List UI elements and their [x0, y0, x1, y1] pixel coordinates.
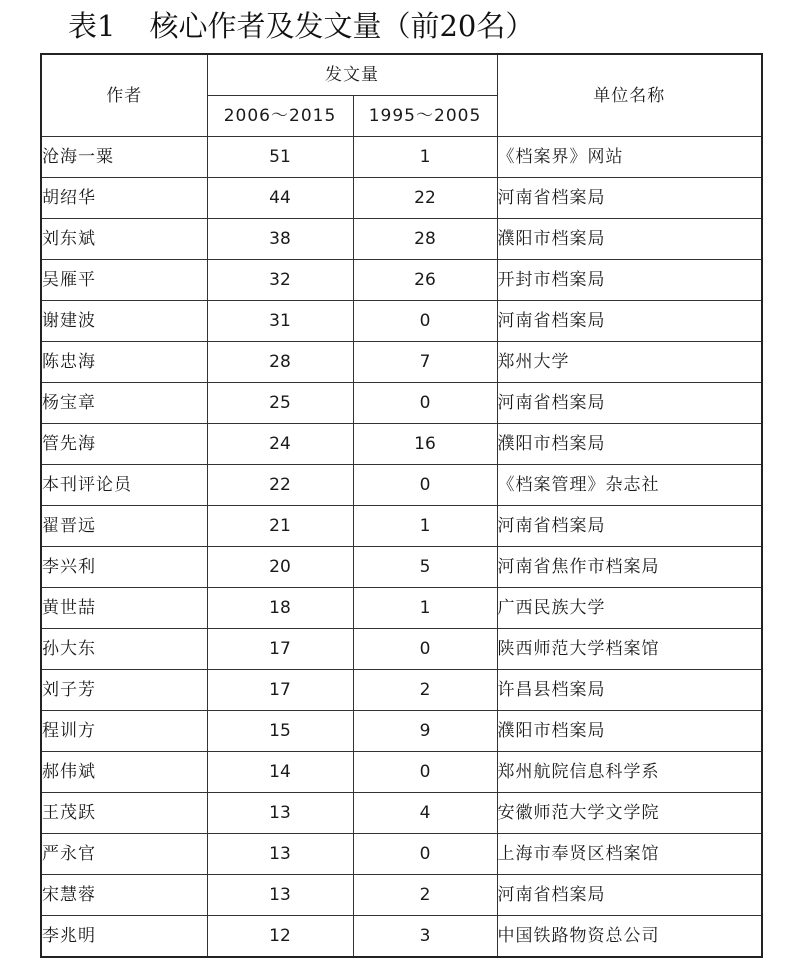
header-author: 作者 — [41, 54, 207, 137]
author-cell: 郝伟斌 — [41, 752, 207, 793]
unit-cell: 河南省档案局 — [497, 178, 762, 219]
early-count-cell: 0 — [353, 383, 497, 424]
early-count-cell: 1 — [353, 137, 497, 178]
header-period-early: 1995～2005 — [353, 96, 497, 137]
recent-count-cell: 28 — [207, 342, 353, 383]
table-row — [41, 465, 762, 506]
early-count-cell: 7 — [353, 342, 497, 383]
early-count-cell: 0 — [353, 834, 497, 875]
author-cell: 李兆明 — [41, 916, 207, 958]
author-cell: 刘子芳 — [41, 670, 207, 711]
author-cell: 刘东斌 — [41, 219, 207, 260]
unit-cell: 河南省档案局 — [497, 875, 762, 916]
author-cell: 沧海一粟 — [41, 137, 207, 178]
author-cell: 杨宝章 — [41, 383, 207, 424]
unit-cell: 郑州航院信息科学系 — [497, 752, 762, 793]
recent-count-cell: 15 — [207, 711, 353, 752]
recent-count-cell: 12 — [207, 916, 353, 958]
early-count-cell: 2 — [353, 670, 497, 711]
author-cell: 王茂跃 — [41, 793, 207, 834]
early-count-cell: 2 — [353, 875, 497, 916]
recent-count-cell: 32 — [207, 260, 353, 301]
table-caption — [68, 6, 534, 46]
early-count-cell: 22 — [353, 178, 497, 219]
table-row — [41, 752, 762, 793]
table-row — [41, 178, 762, 219]
unit-cell: 河南省档案局 — [497, 506, 762, 547]
early-count-cell: 16 — [353, 424, 497, 465]
table-row — [41, 506, 762, 547]
table-row — [41, 793, 762, 834]
early-count-cell: 1 — [353, 506, 497, 547]
unit-cell: 濮阳市档案局 — [497, 711, 762, 752]
recent-count-cell: 21 — [207, 506, 353, 547]
header-period-recent: 2006～2015 — [207, 96, 353, 137]
table-row — [41, 301, 762, 342]
early-count-cell: 0 — [353, 301, 497, 342]
recent-count-cell: 44 — [207, 178, 353, 219]
unit-cell: 河南省档案局 — [497, 383, 762, 424]
author-cell: 严永官 — [41, 834, 207, 875]
table-row — [41, 342, 762, 383]
unit-cell: 安徽师范大学文学院 — [497, 793, 762, 834]
recent-count-cell: 17 — [207, 670, 353, 711]
author-cell: 翟晋远 — [41, 506, 207, 547]
early-count-cell: 0 — [353, 629, 497, 670]
table-row — [41, 588, 762, 629]
unit-cell: 河南省档案局 — [497, 301, 762, 342]
early-count-cell: 28 — [353, 219, 497, 260]
author-cell: 程训方 — [41, 711, 207, 752]
recent-count-cell: 18 — [207, 588, 353, 629]
unit-cell: 郑州大学 — [497, 342, 762, 383]
header-unit: 单位名称 — [497, 54, 762, 137]
recent-count-cell: 22 — [207, 465, 353, 506]
table-row — [41, 875, 762, 916]
table-header — [41, 54, 762, 137]
author-cell: 吴雁平 — [41, 260, 207, 301]
table-row — [41, 547, 762, 588]
author-cell: 李兴利 — [41, 547, 207, 588]
unit-cell: 上海市奉贤区档案馆 — [497, 834, 762, 875]
author-cell: 宋慧蓉 — [41, 875, 207, 916]
author-cell: 孙大东 — [41, 629, 207, 670]
unit-cell: 濮阳市档案局 — [497, 424, 762, 465]
unit-cell: 濮阳市档案局 — [497, 219, 762, 260]
table-row — [41, 260, 762, 301]
author-cell: 陈忠海 — [41, 342, 207, 383]
recent-count-cell: 14 — [207, 752, 353, 793]
early-count-cell: 4 — [353, 793, 497, 834]
early-count-cell: 0 — [353, 465, 497, 506]
core-authors-table — [40, 53, 763, 958]
unit-cell: 广西民族大学 — [497, 588, 762, 629]
recent-count-cell: 38 — [207, 219, 353, 260]
table-number: 表1 — [68, 9, 116, 43]
table-row — [41, 629, 762, 670]
recent-count-cell: 24 — [207, 424, 353, 465]
table-row — [41, 219, 762, 260]
recent-count-cell: 25 — [207, 383, 353, 424]
unit-cell: 河南省焦作市档案局 — [497, 547, 762, 588]
author-cell: 胡绍华 — [41, 178, 207, 219]
table-row — [41, 670, 762, 711]
unit-cell: 开封市档案局 — [497, 260, 762, 301]
unit-cell: 《档案界》网站 — [497, 137, 762, 178]
early-count-cell: 3 — [353, 916, 497, 958]
unit-cell: 《档案管理》杂志社 — [497, 465, 762, 506]
recent-count-cell: 17 — [207, 629, 353, 670]
recent-count-cell: 20 — [207, 547, 353, 588]
table-row — [41, 137, 762, 178]
recent-count-cell: 13 — [207, 834, 353, 875]
unit-cell: 许昌县档案局 — [497, 670, 762, 711]
table-row — [41, 383, 762, 424]
recent-count-cell: 13 — [207, 875, 353, 916]
unit-cell: 陕西师范大学档案馆 — [497, 629, 762, 670]
table-row — [41, 834, 762, 875]
recent-count-cell: 51 — [207, 137, 353, 178]
recent-count-cell: 13 — [207, 793, 353, 834]
early-count-cell: 1 — [353, 588, 497, 629]
recent-count-cell: 31 — [207, 301, 353, 342]
table-row — [41, 424, 762, 465]
header-count: 发文量 — [207, 54, 497, 96]
table-body — [41, 137, 762, 958]
early-count-cell: 26 — [353, 260, 497, 301]
early-count-cell: 0 — [353, 752, 497, 793]
author-cell: 管先海 — [41, 424, 207, 465]
author-cell: 黄世喆 — [41, 588, 207, 629]
early-count-cell: 9 — [353, 711, 497, 752]
table-row — [41, 711, 762, 752]
table-row — [41, 916, 762, 958]
author-cell: 本刊评论员 — [41, 465, 207, 506]
early-count-cell: 5 — [353, 547, 497, 588]
table-title: 核心作者及发文量（前20名） — [149, 9, 535, 43]
author-cell: 谢建波 — [41, 301, 207, 342]
unit-cell: 中国铁路物资总公司 — [497, 916, 762, 958]
